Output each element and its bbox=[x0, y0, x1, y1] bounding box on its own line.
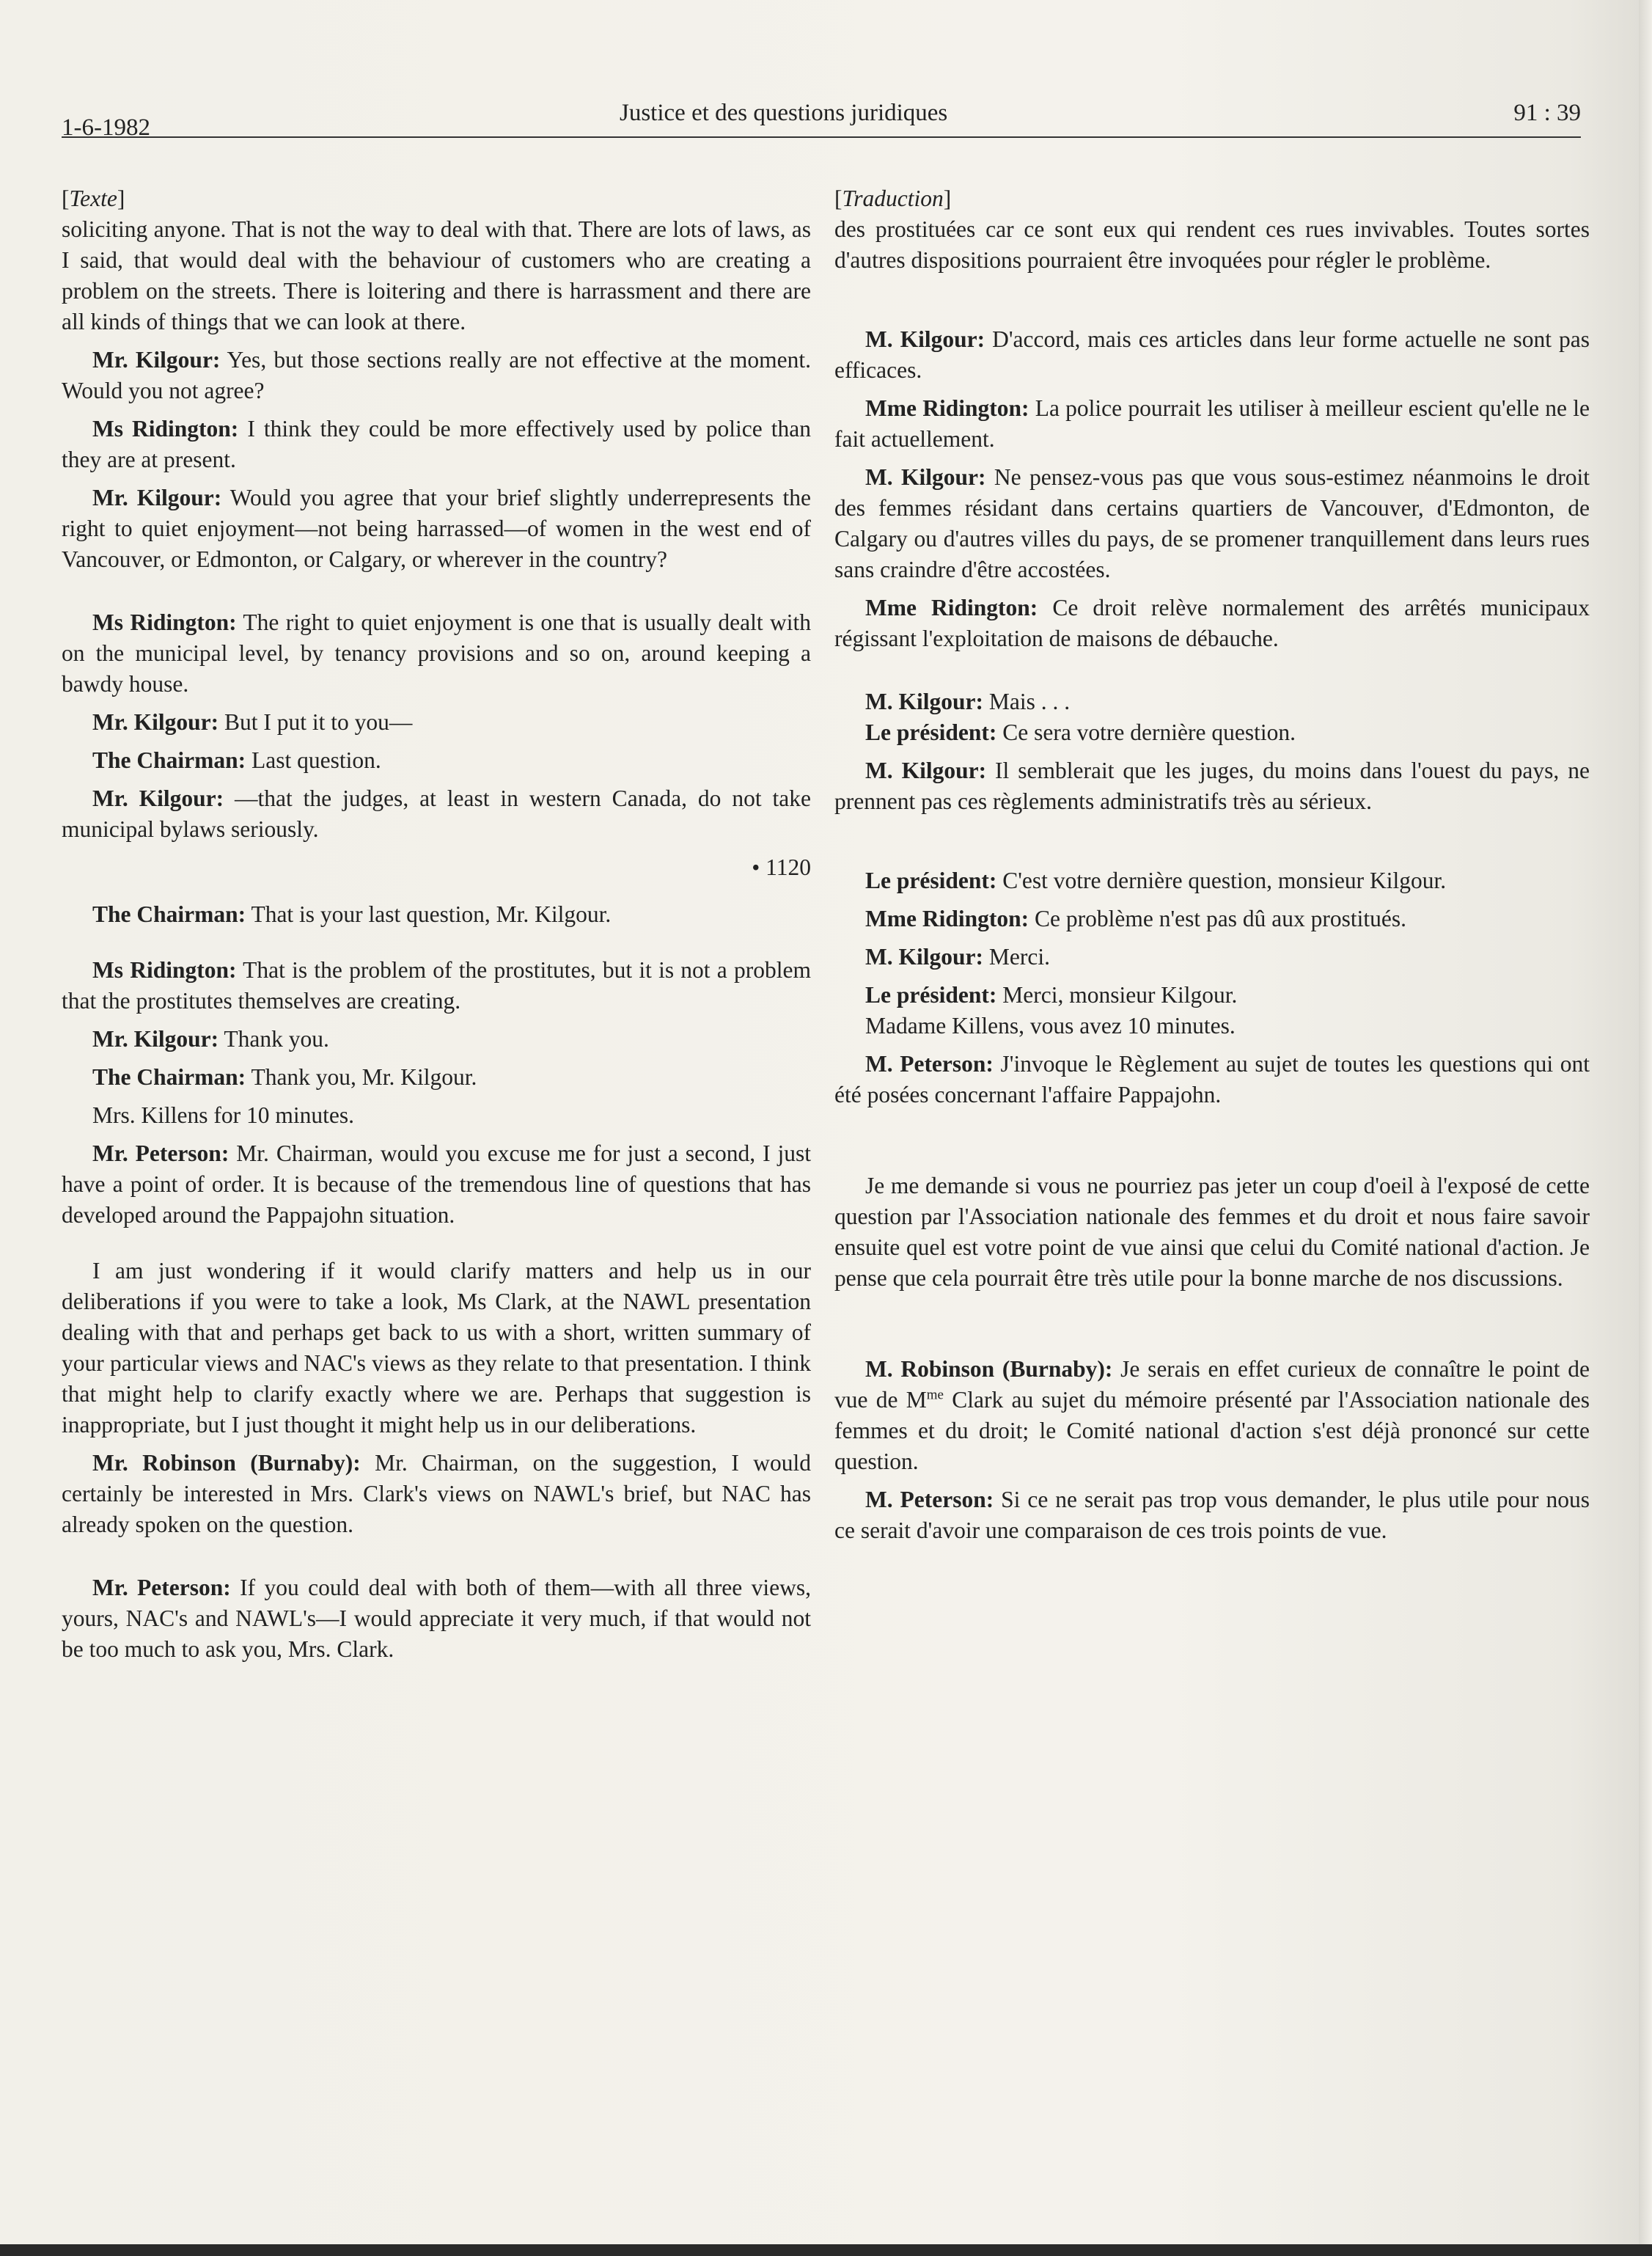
speaker: Le président: bbox=[865, 982, 997, 1008]
speech: Le président: C'est votre dernière question, monsieur Kilgour. bbox=[865, 868, 1447, 893]
speaker: Mr. Peterson: bbox=[92, 1140, 230, 1166]
speaker: Mr. Peterson: bbox=[92, 1575, 231, 1600]
paragraph: des prostituées car ce sont eux qui rendent ces rues invivables. Toutes sortes d'autres dispositions pourraient être invoquées pour régler le problème. bbox=[834, 216, 1590, 273]
column-french bbox=[834, 183, 1590, 1546]
column-english bbox=[62, 183, 811, 1665]
header-page-number: 91 : 39 bbox=[1513, 100, 1581, 126]
speech: M. Peterson: Si ce ne serait pas trop vous demander, le plus utile pour nous ce serait d'avoir une comparaison de ces trois points de vue. bbox=[834, 1487, 1590, 1543]
paragraph: I am just wondering if it would clarify matters and help us in our deliberations if you were to take a look, Ms Clark, at the NAWL presentation dealing with that and perhaps get back to us with a short, written summary of your particular views and NAC's views as they relate to that presentation. I think that might help to clarify exactly where we are. Perhaps that suggestion is inappropriate, but I just thought it might help us in our deliberations. bbox=[62, 1258, 811, 1438]
speech: Mr. Peterson: If you could deal with both of them—with all three views, yours, NAC's and NAWL's—I would appreciate it very much, if that would not be too much to ask you, Mrs. Clark. bbox=[62, 1575, 811, 1662]
speaker: The Chairman: bbox=[92, 1064, 246, 1090]
speaker: Mme Ridington: bbox=[865, 395, 1029, 421]
speaker: M. Peterson: bbox=[865, 1051, 994, 1077]
speech: Mr. Robinson (Burnaby): Mr. Chairman, on the suggestion, I would certainly be interested in Mrs. Clark's views on NAWL's brief, but NAC has already spoken on the question. bbox=[62, 1450, 812, 1537]
speaker: Mme Ridington: bbox=[865, 906, 1029, 931]
speech: M. Kilgour: Il semblerait que les juges, du moins dans l'ouest du pays, ne prennent pas ces règlements administratifs très au sérieux. bbox=[834, 758, 1590, 814]
speaker: M. Kilgour: bbox=[865, 758, 987, 783]
speech: Mr. Kilgour: Would you agree that your brief slightly underrepresents the right to quiet enjoyment—not being harrassed—of women in the west end of Vancouver, or Edmonton, or Calgary, or wherever in the country? bbox=[62, 485, 811, 572]
speaker: Ms Ridington: bbox=[92, 416, 239, 442]
speaker: Mr. Kilgour: bbox=[92, 347, 221, 373]
speech: Ms Ridington: I think they could be more effectively used by police than they are at present. bbox=[62, 416, 811, 472]
page-bottom-edge bbox=[0, 2244, 1652, 2256]
speaker: M. Kilgour: bbox=[865, 944, 983, 970]
speech: M. Kilgour: Mais . . . bbox=[865, 689, 1071, 714]
speech: M. Kilgour: Ne pensez-vous pas que vous sous-estimez néanmoins le droit des femmes résidant dans certains quartiers de Vancouver, d'Edmonton, de Calgary ou d'autres villes du pays, de se promener tranquillement dans leurs rues sans craindre d'être accostées. bbox=[834, 464, 1590, 582]
speech: Mr. Peterson: Mr. Chairman, would you excuse me for just a second, I just have a point of order. It is because of the tremendous line of questions that has developed around the Pappajohn situation. bbox=[62, 1140, 812, 1228]
speaker: M. Peterson: bbox=[865, 1487, 994, 1512]
speech: Mr. Kilgour: —that the judges, at least in western Canada, do not take municipal bylaws seriously. bbox=[62, 785, 811, 842]
header-rule bbox=[62, 136, 1581, 138]
speech: M. Kilgour: D'accord, mais ces articles dans leur forme actuelle ne sont pas efficaces. bbox=[834, 326, 1590, 383]
speech: Le président: Ce sera votre dernière question. bbox=[865, 719, 1296, 745]
speaker: Mme Ridington: bbox=[865, 595, 1038, 620]
speaker: Ms Ridington: bbox=[92, 957, 237, 983]
paragraph: Je me demande si vous ne pourriez pas jeter un coup d'oeil à l'exposé de cette question par l'Association nationale des femmes et du droit et nous faire savoir ensuite quel est votre point de vue ainsi que celui du Comité national d'action. Je pense que cela pourrait être très utile pour la bonne marche de nos discussions. bbox=[834, 1173, 1590, 1291]
speaker: M. Kilgour: bbox=[865, 689, 983, 714]
paragraph: Madame Killens, vous avez 10 minutes. bbox=[865, 1013, 1236, 1039]
speech: M. Kilgour: Merci. bbox=[865, 944, 1050, 970]
speaker: The Chairman: bbox=[92, 901, 246, 927]
speech: Ms Ridington: That is the problem of the prostitutes, but it is not a problem that the prostitutes themselves are creating. bbox=[62, 957, 811, 1014]
speaker: M. Robinson (Burnaby): bbox=[865, 1356, 1113, 1382]
speaker: Le président: bbox=[865, 868, 997, 893]
header-date: 1-6-1982 bbox=[62, 114, 150, 141]
paragraph: soliciting anyone. That is not the way to deal with that. There are lots of laws, as I said, that would deal with the behaviour of customers who are creating a problem on the streets. There is loitering and there is harrassment and there are all kinds of things that we can look at there. bbox=[62, 216, 811, 334]
speaker: M. Kilgour: bbox=[865, 464, 986, 490]
speaker: The Chairman: bbox=[92, 747, 246, 773]
speech: The Chairman: That is your last question, Mr. Kilgour. bbox=[92, 901, 612, 927]
speech: Mr. Kilgour: Thank you. bbox=[92, 1026, 329, 1052]
speech: M. Robinson (Burnaby): Je serais en effet curieux de connaître le point de vue de $M^{me}$ Clark au sujet du mémoire présenté par l'Association nationale des femmes et du droit; le Comité national d'action s'est déjà prononcé sur cette question. bbox=[834, 1356, 1590, 1474]
header-title: Justice et des questions juridiques bbox=[620, 100, 948, 126]
speech: Ms Ridington: The right to quiet enjoyment is one that is usually dealt with on the municipal level, by tenancy provisions and so on, around keeping a bawdy house. bbox=[62, 609, 811, 697]
speech: Mme Ridington: Ce droit relève normalement des arrêtés municipaux régissant l'exploitation de maisons de débauche. bbox=[834, 595, 1590, 651]
column-label: [Traduction] bbox=[834, 186, 952, 211]
page-edge-shadow bbox=[1639, 0, 1652, 2256]
speaker: Mr. Kilgour: bbox=[92, 485, 222, 510]
speech: Mr. Kilgour: Yes, but those sections really are not effective at the moment. Would you not agree? bbox=[62, 347, 811, 403]
speech: M. Peterson: J'invoque le Règlement au sujet de toutes les questions qui ont été posées concernant l'affaire Pappajohn. bbox=[834, 1051, 1590, 1107]
speaker: Mr. Kilgour: bbox=[92, 709, 219, 735]
speaker: Mr. Kilgour: bbox=[92, 1026, 219, 1052]
speech: Mme Ridington: Ce problème n'est pas dû aux prostitués. bbox=[865, 906, 1406, 931]
column-label: [Texte] bbox=[62, 186, 125, 211]
speech: Mr. Kilgour: But I put it to you— bbox=[92, 709, 413, 735]
paragraph: Mrs. Killens for 10 minutes. bbox=[92, 1102, 354, 1128]
speaker: M. Kilgour: bbox=[865, 326, 985, 352]
speech: The Chairman: Last question. bbox=[92, 747, 381, 773]
speech: Mme Ridington: La police pourrait les utiliser à meilleur escient qu'elle ne le fait actuellement. bbox=[834, 395, 1590, 452]
speaker: Mr. Kilgour: bbox=[92, 785, 224, 811]
speaker: Ms Ridington: bbox=[92, 609, 237, 635]
speech: The Chairman: Thank you, Mr. Kilgour. bbox=[92, 1064, 477, 1090]
speaker: Mr. Robinson (Burnaby): bbox=[92, 1450, 361, 1476]
speaker: Le président: bbox=[865, 719, 997, 745]
time-marker: • 1120 bbox=[752, 854, 811, 880]
speech: Le président: Merci, monsieur Kilgour. bbox=[865, 982, 1238, 1008]
